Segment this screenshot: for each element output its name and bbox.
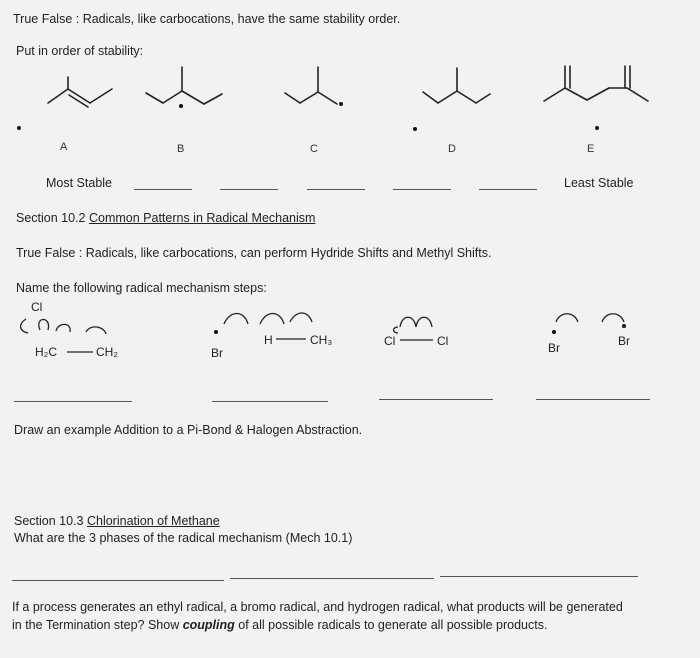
mech2-ch3: CH₃ <box>310 333 333 347</box>
radical-dot-a <box>17 126 21 130</box>
termination-q-text-b: of all possible radicals to generate all possible products. <box>234 618 548 632</box>
mech1-h2c: H₂C <box>35 345 57 359</box>
structure-c <box>285 67 337 104</box>
name-steps-prompt: Name the following radical mechanism steps: <box>16 281 267 295</box>
radical-dot-e <box>595 126 599 130</box>
radical-dot-c <box>339 102 343 106</box>
section-10-3-prefix: Section 10.3 <box>14 514 87 528</box>
mechanism-2 <box>211 313 332 360</box>
section-10-2-prefix: Section 10.2 <box>16 211 89 225</box>
termination-question-line-1: If a process generates an ethyl radical, a bromo radical, and hydrogen radical, what products will be generated <box>12 600 623 614</box>
structure-label-d: D <box>448 143 456 155</box>
structure-a <box>48 77 112 107</box>
mech3-cl-left: Cl <box>384 334 396 348</box>
mech1-ch2: CH₂ <box>96 345 118 359</box>
radical-dot-b <box>179 104 183 108</box>
section-10-3-title: Chlorination of Methane <box>86 514 220 528</box>
order-prompt: Put in order of stability: <box>16 44 144 58</box>
mechanism-1 <box>21 300 119 359</box>
structure-label-c: C <box>310 143 318 155</box>
termination-q-coupling: coupling <box>182 618 235 632</box>
mech4-br-left: Br <box>548 341 560 355</box>
mech1-cl: Cl <box>31 300 43 314</box>
structure-label-e: E <box>587 143 595 155</box>
phases-question: What are the 3 phases of the radical mechanism (Mech 10.1) <box>14 531 353 545</box>
mech3-cl-right: Cl <box>437 334 449 348</box>
structure-label-b: B <box>177 143 185 155</box>
true-false-question-1: True False : Radicals, like carbocations, have the same stability order. <box>13 12 401 26</box>
structure-e <box>544 66 648 101</box>
termination-q-text-a: in the Termination step? Show <box>12 618 183 632</box>
draw-example-prompt: Draw an example Addition to a Pi-Bond & Halogen Abstraction. <box>14 423 363 437</box>
radical-dot-d <box>413 127 417 131</box>
section-10-2-title: Common Patterns in Radical Mechanism <box>88 211 316 225</box>
mech2-br: Br <box>211 346 223 360</box>
mech2-h: H <box>264 333 273 347</box>
mechanism-3 <box>384 317 448 348</box>
most-stable-label: Most Stable <box>46 176 113 190</box>
mech4-br-right: Br <box>618 334 630 348</box>
structure-d <box>423 68 490 103</box>
true-false-question-2: True False : Radicals, like carbocations, can perform Hydride Shifts and Methyl Shifts. <box>16 246 492 260</box>
least-stable-label: Least Stable <box>564 176 634 190</box>
structure-b <box>146 67 222 104</box>
mechanism-4 <box>548 314 630 355</box>
structure-label-a: A <box>60 141 68 153</box>
